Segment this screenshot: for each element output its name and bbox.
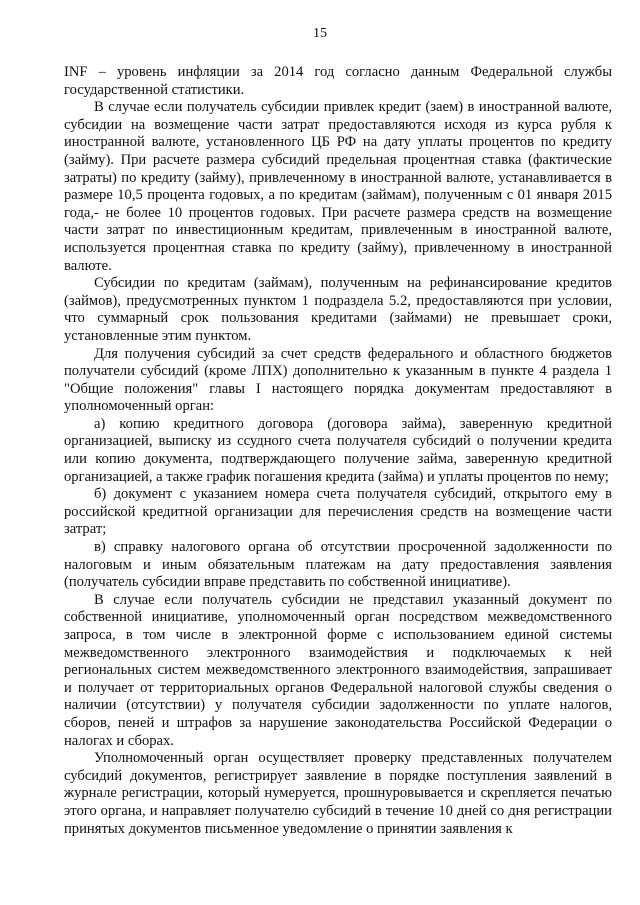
paragraph-foreign-currency: В случае если получатель субсидии привлек кредит (заем) в иностранной валюте, субсидии на возмещение части затрат предоставляются исходя из курса рубля к иностранной валюте, установленного ЦБ РФ на дату уплаты процентов по кредиту (займу). При расчете размера субсидий предельная процентная ставка (фактические затраты) по кредиту (займу), привлеченному в иностранной валюте, устанавливается в размере 10,5 процента годовых, а по кредитам (займам), полученным с 01 января 2015 года,- не более 10 процентов годовых. При расчете размера средств на возмещение части затрат по инвестиционным кредитам, привлеченным в иностранной валюте, используется процентная ставка по кредиту (займу), привлеченному в иностранной валюте. [64,99,612,274]
page-number: 15 [313,26,327,41]
paragraph-verification: Уполномоченный орган осуществляет проверку представленных получателем субсидий документов, регистрирует заявление в порядке поступления заявлений в журнале регистрации, который нумеруется, прошнуровывается и скрепляется печатью этого органа, и направляет получателю субсидий в течение 10 дней со дня регистрации принятых документов письменное уведомление о принятии заявления к [64,750,612,837]
body-text [64,64,612,838]
list-item-v: в) справку налогового органа об отсутствии просроченной задолженности по налоговым и иным обязательным платежам на дату предоставления заявления (получатель субсидии вправе представить по собственной инициативе). [64,539,612,591]
paragraph-inf-definition: INF – уровень инфляции за 2014 год согласно данным Федеральной службы государственной статистики. [64,64,612,98]
paragraph-refinancing: Субсидии по кредитам (займам), полученным на рефинансирование кредитов (займов), предусмотренных пунктом 1 подраздела 5.2, предоставляются при условии, что суммарный срок пользования кредитами (займами) не превышает сроки, установленные этим пунктом. [64,275,612,344]
list-item-b: б) документ с указанием номера счета получателя субсидий, открытого ему в российской кредитной организации для перечисления средств на возмещение части затрат; [64,486,612,538]
paragraph-interagency-request: В случае если получатель субсидии не представил указанный документ по собственной инициативе, уполномоченный орган посредством межведомственного запроса, в том числе в электронной форме с использованием единой системы межведомственного электронного взаимодействия и подключаемых к ней региональных систем межведомственного электронного взаимодействия, запрашивает и получает от территориальных органов Федеральной налоговой службы сведения о наличии (отсутствии) у получателя субсидии задолженности по уплате налогов, сборов, пеней и штрафов за нарушение законодательства Российской Федерации о налогах и сборах. [64,591,612,749]
list-item-a: а) копию кредитного договора (договора займа), заверенную кредитной организацией, выписку из ссудного счета получателя субсидий о получении кредита или копию документа, подтверждающего получение займа, заверенную кредитной организацией, а также график погашения кредита (займа) и уплаты процентов по нему; [64,415,612,485]
paragraph-documents-intro: Для получения субсидий за счет средств федерального и областного бюджетов получатели субсидий (кроме ЛПХ) дополнительно к указанным в пункте 4 раздела 1 "Общие положения" главы I настоящего порядка документам предоставляют в уполномоченный орган: [64,345,612,415]
